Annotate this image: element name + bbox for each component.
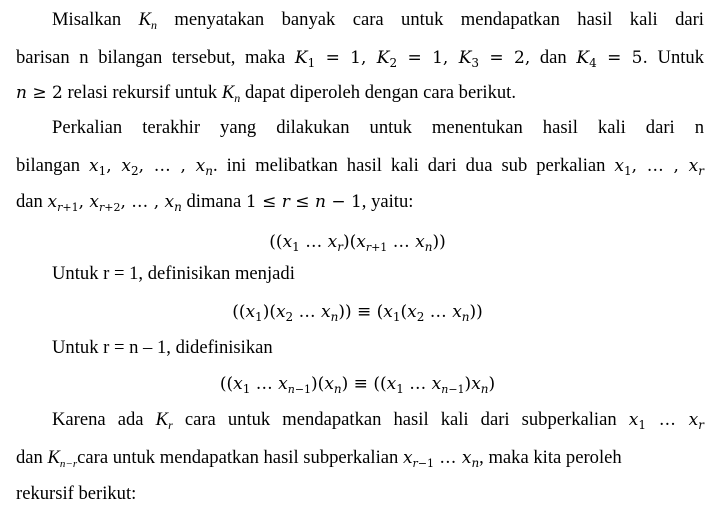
math-n-geq-2: n ≥ 2 <box>16 83 63 103</box>
paragraph-1-line-2: barisan n bilangan tersebut, maka $K_1 = 1$, $K_2 = 1$, $K_3 = 2$, dan $K_4 = 5$. Untuk <box>16 47 705 70</box>
formula-split-product: (($x_1$ … $x_r)(x_{r+1}$ … $x_n$)) <box>269 232 446 254</box>
math-initial-values: $K_1 = 1$, $K_2 = 1$, $K_3 = 2$, <box>294 48 531 70</box>
math-kn-2: $K_n$ <box>221 82 241 105</box>
math-r-range: 1 ≤ r ≤ n − 1 <box>245 192 362 212</box>
formula-rn: (($x_1$ … $x_{n-1})(x_n) \equiv ((x_1$ … $x_{n-1})x_n$) <box>219 374 496 396</box>
paragraph-1-line-1: Misalkan $K_n$ menyatakan banyak cara untuk mendapatkan hasil kali dari <box>52 9 704 32</box>
math-k4: $K_4 = 5$. <box>576 48 648 70</box>
paragraph-3-line-3: rekursif berikut: <box>16 483 137 504</box>
paragraph-3-line-2: dan $K_{n-r}cara$ untuk mendapatkan hasil subperkalian $x_{r-1}$ … $x_n$, maka kita peroleh <box>16 447 622 470</box>
case-rn-label: Untuk r = n – 1, didefinisikan <box>52 337 273 358</box>
math-xr1-xn: $x_{r+1}$, $x_{r+2}$, … , $x_n$ <box>47 192 182 214</box>
math-x1-to-xr: $x_1$ … $x_r$ <box>628 410 705 432</box>
math-x-sequence: $x_1$, $x_2$, … , $x_n$ <box>89 156 213 178</box>
formula-r1: ($(x_1)(x_2$ … $x_n)) \equiv (x_1(x_2$ … $x_n$)) <box>232 302 483 324</box>
math-kr: $K_r$ <box>155 409 173 432</box>
paragraph-2-line-1: Perkalian terakhir yang dilakukan untuk menentukan hasil kali dari n <box>52 117 704 138</box>
case-r1-label: Untuk r = 1, definisikan menjadi <box>52 263 295 284</box>
math-kn: $K_n$ <box>138 9 157 32</box>
math-kn-minus-r: $K_{n-r}$ <box>47 447 78 470</box>
paragraph-2-line-2: bilangan $x_1$, $x_2$, … , $x_n$. ini melibatkan hasil kali dari dua sub perkalian $x_1$, … , $x_r$ <box>16 155 704 178</box>
paragraph-1-line-3: n ≥ 2 relasi rekursif untuk $K_n$ dapat diperoleh dengan cara berikut. <box>16 82 516 105</box>
paragraph-2-line-3: dan $x_{r+1}$, $x_{r+2}$, … , $x_n$ dimana 1 ≤ r ≤ n − 1, yaitu: <box>16 191 414 214</box>
math-x1-xr: $x_1$, … , $x_r$ <box>614 156 704 178</box>
paragraph-3-line-1: Karena ada $K_r$ cara untuk mendapatkan hasil kali dari subperkalian $x_1$ … $x_r$ <box>52 409 705 432</box>
math-xr-1-to-xn: $x_{r-1}$ … $x_n$ <box>402 448 480 470</box>
